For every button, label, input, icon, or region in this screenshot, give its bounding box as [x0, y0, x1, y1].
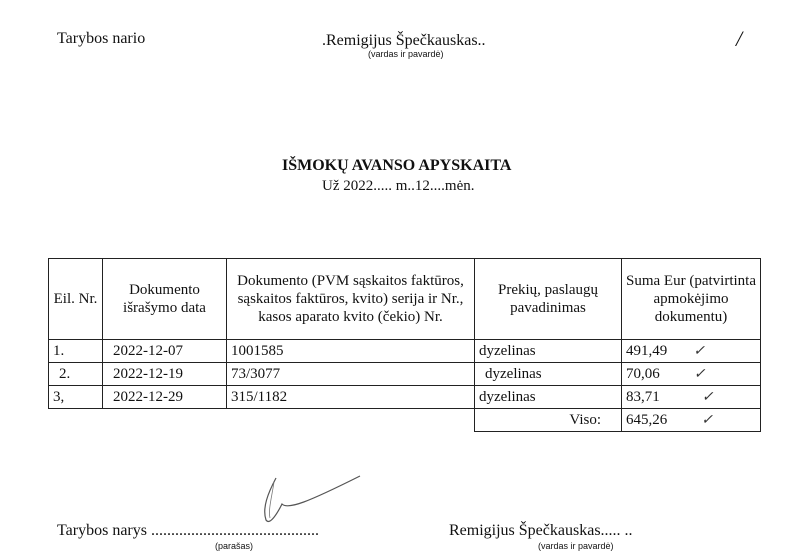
- total-value: 645,26: [626, 411, 668, 428]
- table-header-row: [49, 259, 761, 340]
- sum-value: 491,49: [626, 342, 668, 359]
- document-title: IŠMOKŲ AVANSO APYSKAITA: [282, 157, 512, 174]
- signature-caption: (parašas): [215, 541, 254, 551]
- top-name-caption: (vardas ir pavardė): [368, 49, 444, 59]
- cell-nr: 3,: [49, 386, 103, 409]
- cell-nr: 2.: [49, 363, 103, 386]
- cell-doc: 315/1182: [227, 386, 475, 409]
- cell-goods: dyzelinas: [475, 386, 622, 409]
- footer-role-label: Tarybos narys ..........................................: [57, 522, 319, 539]
- table-row: [49, 363, 761, 386]
- check-mark-icon: ✓: [693, 366, 706, 382]
- header-date: Dokumento išrašymo data: [103, 259, 227, 340]
- cell-doc: 73/3077: [227, 363, 475, 386]
- cell-sum: [622, 363, 761, 386]
- cell-goods: dyzelinas: [475, 363, 622, 386]
- total-cell: [622, 409, 761, 432]
- table-row: [49, 386, 761, 409]
- cell-goods: dyzelinas: [475, 340, 622, 363]
- header-sum: Suma Eur (patvirtinta apmokėjimo dokumentu): [622, 259, 761, 340]
- cell-nr: 1.: [49, 340, 103, 363]
- cell-sum: [622, 340, 761, 363]
- check-mark-icon: ✓: [701, 389, 714, 405]
- table-total-row: [49, 409, 761, 432]
- sum-value: 83,71: [626, 388, 660, 405]
- cell-doc: 1001585: [227, 340, 475, 363]
- cell-date: 2022-12-29: [103, 386, 227, 409]
- header-nr: Eil. Nr.: [49, 259, 103, 340]
- check-mark-icon: ✓: [693, 343, 705, 359]
- corner-mark: /: [736, 26, 743, 51]
- header-document: Dokumento (PVM sąskaitos faktūros, sąskaitos faktūros, kvito) serija ir Nr., kasos aparato kvito (čekio) Nr.: [227, 259, 475, 340]
- cell-sum: [622, 386, 761, 409]
- check-mark-icon: ✓: [701, 412, 713, 428]
- footer-name: Remigijus Špečkauskas..... ..: [449, 522, 633, 539]
- cell-date: 2022-12-07: [103, 340, 227, 363]
- total-label: Viso:: [475, 409, 622, 432]
- top-name: .Remigijus Špečkauskas..: [322, 32, 486, 49]
- table-row: [49, 340, 761, 363]
- document-subtitle: Už 2022..... m..12....mėn.: [322, 178, 475, 194]
- top-role-label: Tarybos nario: [57, 30, 146, 47]
- cell-date: 2022-12-19: [103, 363, 227, 386]
- advance-report-table: [48, 258, 761, 432]
- footer-name-caption: (vardas ir pavardė): [538, 541, 614, 551]
- header-goods: Prekių, paslaugų pavadinimas: [475, 259, 622, 340]
- sum-value: 70,06: [626, 365, 660, 382]
